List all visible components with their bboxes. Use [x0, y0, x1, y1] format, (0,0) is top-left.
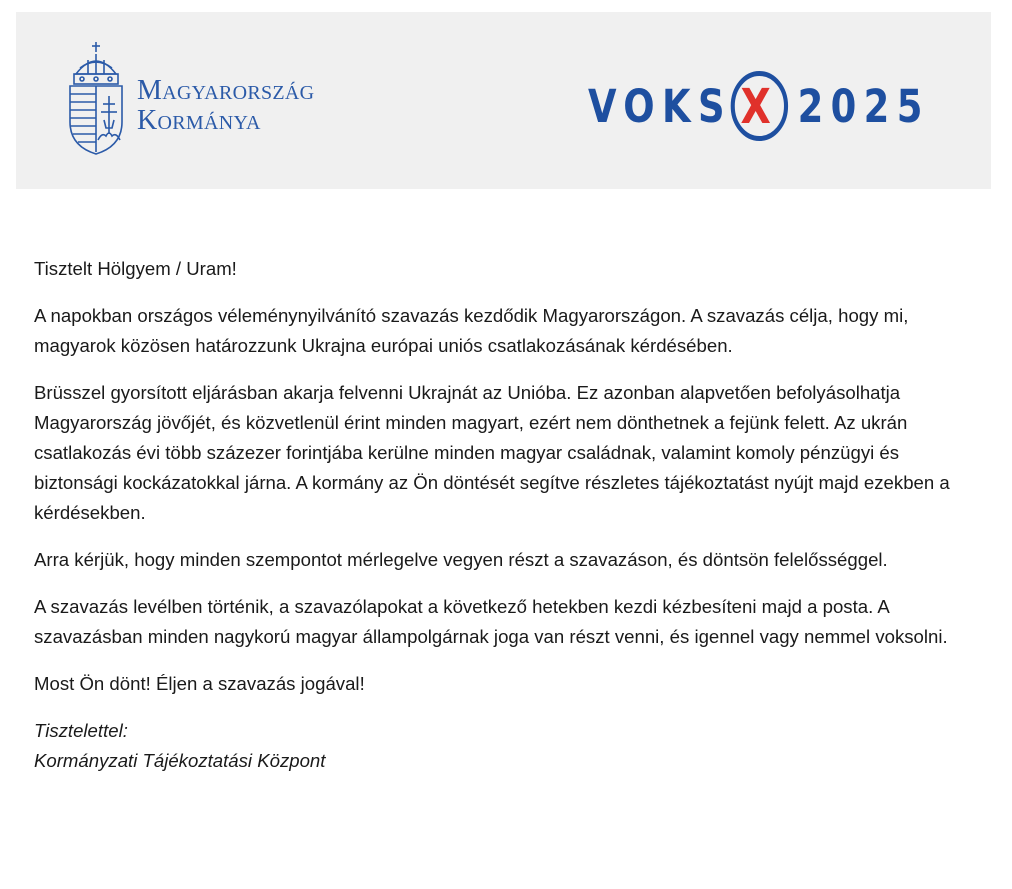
- letter-paragraph: Brüsszel gyorsított eljárásban akarja felvenni Ukrajnát az Unióba. Ez azonban alapvetően befolyásolhatja Magyarország jövőjét, és közvetlenül érint minden magyart, ezért nem dönthetnek a fejünk felett. Az ukrán csatlakozás évi több százezer forintjába kerülne minden magyar családnak, valamint komoly pénzügyi és biztonsági kockázatokkal járna. A kormány az Ön döntését segítve részletes tájékoztatást nyújt majd ezekben a kérdésekben.: [34, 382, 950, 523]
- letter-header: [16, 12, 991, 189]
- voks-2025-logo: [588, 68, 930, 144]
- voks-logo-word: VOKS: [588, 79, 732, 133]
- voks-logo-year: 2025: [797, 79, 930, 133]
- government-name-line2: Kormánya: [137, 105, 261, 136]
- hungarian-coat-of-arms-icon: [66, 40, 126, 156]
- ballot-x-circle-icon: [730, 71, 787, 141]
- voks-logo-x: X: [740, 79, 778, 133]
- letter-signature: Kormányzati Tájékoztatási Központ: [34, 750, 326, 771]
- letter-paragraph: A szavazás levélben történik, a szavazólapokat a következő hetekben kezdi kézbesíteni majd a posta. A szavazásban minden nagykorú magyar állampolgárnak joga van részt venni, és igennel vagy nemmel voksolni.: [34, 596, 948, 647]
- letter-paragraph: Arra kérjük, hogy minden szempontot mérlegelve vegyen részt a szavazáson, és döntsön felelősséggel.: [34, 549, 888, 570]
- letter-paragraph: A napokban országos véleménynyilvánító szavazás kezdődik Magyarországon. A szavazás célja, hogy mi, magyarok közösen határozzunk Ukrajna európai uniós csatlakozásának kérdésében.: [34, 305, 909, 356]
- government-name-line1: Magyarország: [137, 75, 315, 106]
- letter-paragraph: Most Ön dönt! Éljen a szavazás jogával!: [34, 673, 365, 694]
- letter-greeting: Tisztelt Hölgyem / Uram!: [34, 258, 237, 279]
- letter-body: [34, 254, 979, 776]
- letter-signature-block: [34, 716, 979, 776]
- letter-closing: Tisztelettel:: [34, 720, 128, 741]
- government-name: [137, 76, 314, 136]
